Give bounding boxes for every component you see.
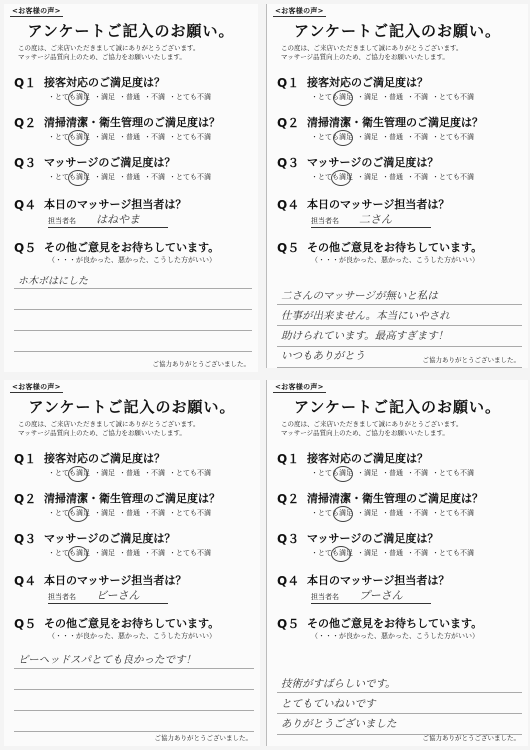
- question-text: その他ご意見をお待ちしています。: [44, 241, 220, 254]
- selection-circle: [333, 130, 353, 146]
- rating-option[interactable]: ・満足: [94, 469, 115, 477]
- question-text: 清掃清潔・衛生管理のご満足度は？: [44, 492, 220, 505]
- rating-option[interactable]: ・普通: [382, 549, 403, 557]
- question-number: Q４: [277, 574, 300, 588]
- question-number: Q５: [277, 617, 300, 631]
- survey-sheet: [266, 4, 528, 368]
- rating-option[interactable]: ・とても満足: [311, 133, 353, 141]
- question-text: 接客対応のご満足度は？: [307, 452, 428, 465]
- rating-option[interactable]: ・普通: [382, 93, 403, 101]
- question-text: その他ご意見をお待ちしています。: [307, 617, 483, 630]
- rating-option[interactable]: ・不満: [407, 93, 428, 101]
- selection-circle: [68, 546, 88, 562]
- handwritten-comment: 技術がすばらしいです。: [281, 678, 396, 690]
- intro-line: この度は、ご来店いただきまして誠にありがとうございます。: [18, 420, 200, 428]
- rating-option[interactable]: ・とても不満: [169, 93, 211, 101]
- question-number: Q５: [14, 241, 37, 255]
- rating-option[interactable]: ・とても不満: [432, 173, 474, 181]
- selection-circle: [333, 506, 353, 522]
- header-tag: <お客様の声>: [12, 383, 61, 391]
- question-block: [267, 572, 528, 612]
- q5-subtext: （・・・が良かった、悪かった、こうした方がいい）: [48, 256, 216, 264]
- staff-name: はねやま: [96, 213, 140, 226]
- staff-label: 担当者名: [311, 217, 339, 225]
- question-block: [4, 114, 258, 154]
- handwritten-comment: とてもていねいです: [281, 698, 376, 710]
- thanks-note: ご協力ありがとうございました。: [422, 734, 520, 742]
- thanks-note: ご協力ありがとうございました。: [422, 356, 520, 364]
- question-block: [267, 239, 528, 279]
- thanks-note: ご協力ありがとうございました。: [152, 360, 250, 368]
- rating-option[interactable]: ・普通: [382, 509, 403, 517]
- rating-option[interactable]: ・とても不満: [169, 469, 211, 477]
- ruled-line: [14, 669, 254, 690]
- selection-circle: [68, 90, 88, 106]
- question-text: 接客対応のご満足度は？: [44, 76, 165, 89]
- ruled-line: [14, 711, 254, 732]
- rating-option[interactable]: ・とても満足: [311, 549, 353, 557]
- rating-option[interactable]: ・不満: [144, 133, 165, 141]
- rating-option[interactable]: ・満足: [357, 509, 378, 517]
- intro-line: マッサージ品質向上のため、ご協力をお願いいたします。: [281, 429, 449, 437]
- survey-sheet: [4, 380, 260, 746]
- intro-line: この度は、ご来店いただきまして誠にありがとうございます。: [281, 420, 463, 428]
- intro-text: [281, 44, 522, 62]
- survey-title: アンケートご記入のお願い。: [27, 22, 235, 40]
- intro-line: マッサージ品質向上のため、ご協力をお願いいたします。: [18, 429, 186, 437]
- ruled-line: [14, 690, 254, 711]
- question-block: [267, 530, 528, 570]
- question-number: Q５: [14, 617, 37, 631]
- rating-option[interactable]: ・とても満足: [48, 469, 90, 477]
- selection-circle: [333, 90, 353, 106]
- question-number: Q１: [14, 452, 37, 466]
- question-text: マッサージのご満足度は？: [307, 532, 439, 545]
- rating-option[interactable]: ・とても不満: [432, 133, 474, 141]
- survey-sheet: [266, 380, 528, 746]
- question-block: [4, 196, 258, 236]
- question-block: [4, 74, 258, 114]
- question-text: 清掃清潔・衛生管理のご満足度は？: [44, 116, 220, 129]
- rating-option[interactable]: ・とても不満: [432, 509, 474, 517]
- rating-option[interactable]: ・とても不満: [432, 469, 474, 477]
- rating-option[interactable]: ・満足: [357, 469, 378, 477]
- question-text: 本日のマッサージ担当者は？: [44, 574, 187, 587]
- intro-line: マッサージ品質向上のため、ご協力をお願いいたします。: [18, 53, 186, 61]
- question-block: [4, 572, 260, 612]
- intro-line: この度は、ご来店いただきまして誠にありがとうございます。: [281, 44, 463, 52]
- question-number: Q３: [14, 156, 37, 170]
- ruled-line: [14, 310, 252, 331]
- question-number: Q２: [14, 116, 37, 130]
- question-text: 接客対応のご満足度は？: [307, 76, 428, 89]
- q5-subtext: （・・・が良かった、悪かった、こうした方がいい）: [48, 632, 216, 640]
- rating-option[interactable]: ・普通: [382, 133, 403, 141]
- question-text: 本日のマッサージ担当者は？: [44, 198, 187, 211]
- staff-name: プーさん: [359, 589, 403, 602]
- handwritten-comment: 仕事が出来ません。本当にいやされ: [281, 310, 450, 322]
- staff-label: 担当者名: [311, 593, 339, 601]
- rating-option[interactable]: ・不満: [144, 549, 165, 557]
- question-block: [4, 530, 260, 570]
- question-block: [267, 154, 528, 194]
- question-number: Q１: [277, 76, 300, 90]
- selection-circle: [68, 170, 88, 186]
- question-text: マッサージのご満足度は？: [44, 532, 176, 545]
- rating-option[interactable]: ・とても満足: [311, 93, 353, 101]
- q5-subtext: （・・・が良かった、悪かった、こうした方がいい）: [311, 632, 479, 640]
- rating-option[interactable]: ・とても満足: [48, 549, 90, 557]
- rating-option[interactable]: ・とても不満: [169, 173, 211, 181]
- staff-field[interactable]: [311, 590, 431, 604]
- rating-option[interactable]: ・不満: [407, 469, 428, 477]
- intro-text: [281, 420, 522, 438]
- survey-title: アンケートご記入のお願い。: [28, 398, 236, 416]
- question-number: Q３: [14, 532, 37, 546]
- header-tag: <お客様の声>: [275, 7, 324, 15]
- question-number: Q４: [14, 198, 37, 212]
- question-text: その他ご意見をお待ちしています。: [44, 617, 220, 630]
- rating-option[interactable]: ・普通: [119, 133, 140, 141]
- question-block: [267, 196, 528, 236]
- selection-circle: [68, 130, 88, 146]
- question-number: Q１: [14, 76, 37, 90]
- question-text: マッサージのご満足度は？: [44, 156, 176, 169]
- rating-option[interactable]: ・普通: [119, 173, 140, 181]
- question-text: 本日のマッサージ担当者は？: [307, 198, 450, 211]
- handwritten-comment: いつもありがとう: [281, 350, 365, 362]
- header-tag: <お客様の声>: [275, 383, 324, 391]
- rating-option[interactable]: ・満足: [94, 549, 115, 557]
- question-text: その他ご意見をお待ちしています。: [307, 241, 483, 254]
- selection-circle: [68, 466, 88, 482]
- selection-circle: [68, 506, 88, 522]
- question-block: [267, 114, 528, 154]
- intro-text: [18, 44, 252, 62]
- staff-name: 二さん: [359, 213, 392, 226]
- rating-option[interactable]: ・不満: [407, 509, 428, 517]
- question-number: Q３: [277, 156, 300, 170]
- survey-title: アンケートご記入のお願い。: [293, 398, 502, 416]
- rating-option[interactable]: ・不満: [144, 93, 165, 101]
- rating-option[interactable]: ・とても不満: [169, 509, 211, 517]
- thanks-note: ご協力ありがとうございました。: [154, 734, 252, 742]
- staff-name: ビーさん: [96, 589, 140, 602]
- rating-option[interactable]: ・普通: [119, 509, 140, 517]
- ruled-line: [14, 331, 252, 352]
- question-block: [267, 450, 528, 490]
- intro-text: [18, 420, 254, 438]
- rating-option[interactable]: ・満足: [357, 133, 378, 141]
- rating-option[interactable]: ・満足: [94, 133, 115, 141]
- rating-option[interactable]: ・とても満足: [48, 509, 90, 517]
- question-number: Q２: [14, 492, 37, 506]
- rating-option[interactable]: ・とても不満: [169, 549, 211, 557]
- rating-option[interactable]: ・とても満足: [48, 133, 90, 141]
- question-block: [4, 490, 260, 530]
- question-text: 清掃清潔・衛生管理のご満足度は？: [307, 116, 483, 129]
- question-number: Q１: [277, 452, 300, 466]
- question-number: Q２: [277, 492, 300, 506]
- rating-option[interactable]: ・不満: [407, 133, 428, 141]
- survey-title: アンケートご記入のお願い。: [293, 22, 502, 40]
- rating-option[interactable]: ・とても満足: [311, 509, 353, 517]
- question-number: Q４: [277, 198, 300, 212]
- question-block: [267, 490, 528, 530]
- staff-label: 担当者名: [48, 593, 76, 601]
- staff-field[interactable]: [48, 590, 168, 604]
- question-block: [267, 615, 528, 655]
- question-block: [267, 74, 528, 114]
- rating-option[interactable]: ・満足: [357, 93, 378, 101]
- staff-field[interactable]: [311, 214, 431, 228]
- q5-subtext: （・・・が良かった、悪かった、こうした方がいい）: [311, 256, 479, 264]
- question-number: Q３: [277, 532, 300, 546]
- staff-label: 担当者名: [48, 217, 76, 225]
- rating-option[interactable]: ・不満: [407, 549, 428, 557]
- rating-option[interactable]: ・普通: [382, 173, 403, 181]
- handwritten-comment: ホ木ボはにした: [18, 276, 88, 287]
- intro-line: マッサージ品質向上のため、ご協力をお願いいたします。: [281, 53, 449, 61]
- rating-option[interactable]: ・満足: [357, 549, 378, 557]
- rating-option[interactable]: ・満足: [94, 173, 115, 181]
- rating-option[interactable]: ・不満: [144, 509, 165, 517]
- question-block: [4, 450, 260, 490]
- intro-line: この度は、ご来店いただきまして誠にありがとうございます。: [18, 44, 200, 52]
- question-number: Q５: [277, 241, 300, 255]
- rating-option[interactable]: ・普通: [382, 469, 403, 477]
- rating-option[interactable]: ・とても不満: [169, 133, 211, 141]
- selection-circle: [331, 170, 351, 186]
- ruled-line: [14, 289, 252, 310]
- rating-option[interactable]: ・普通: [119, 93, 140, 101]
- rating-option[interactable]: ・満足: [357, 173, 378, 181]
- rating-option[interactable]: ・とても満足: [311, 469, 353, 477]
- handwritten-comment: ビーヘッドスパとても良かったです！: [18, 654, 196, 666]
- selection-circle: [331, 546, 351, 562]
- question-number: Q４: [14, 574, 37, 588]
- survey-sheet: [4, 4, 258, 372]
- rating-option[interactable]: ・とても満足: [311, 173, 353, 181]
- question-number: Q２: [277, 116, 300, 130]
- question-block: [4, 154, 258, 194]
- question-text: マッサージのご満足度は？: [307, 156, 439, 169]
- selection-circle: [333, 466, 353, 482]
- rating-option[interactable]: ・とても不満: [432, 93, 474, 101]
- rating-option[interactable]: ・不満: [144, 173, 165, 181]
- rating-option[interactable]: ・とても満足: [48, 93, 90, 101]
- rating-option[interactable]: ・とても満足: [48, 173, 90, 181]
- handwritten-comment: 助けられています。最高すぎます！: [281, 330, 449, 342]
- rating-option[interactable]: ・とても不満: [432, 549, 474, 557]
- header-tag: <お客様の声>: [12, 7, 61, 15]
- question-text: 清掃清潔・衛生管理のご満足度は？: [307, 492, 483, 505]
- rating-option[interactable]: ・不満: [407, 173, 428, 181]
- rating-option[interactable]: ・満足: [94, 93, 115, 101]
- rating-option[interactable]: ・普通: [119, 469, 140, 477]
- question-text: 本日のマッサージ担当者は？: [307, 574, 450, 587]
- question-text: 接客対応のご満足度は？: [44, 452, 165, 465]
- rating-option[interactable]: ・満足: [94, 509, 115, 517]
- rating-option[interactable]: ・普通: [119, 549, 140, 557]
- handwritten-comment: ありがとうございました: [281, 718, 397, 730]
- handwritten-comment: 二さんのマッサージが無いと私は: [281, 290, 438, 302]
- rating-option[interactable]: ・不満: [144, 469, 165, 477]
- staff-field[interactable]: [48, 214, 168, 228]
